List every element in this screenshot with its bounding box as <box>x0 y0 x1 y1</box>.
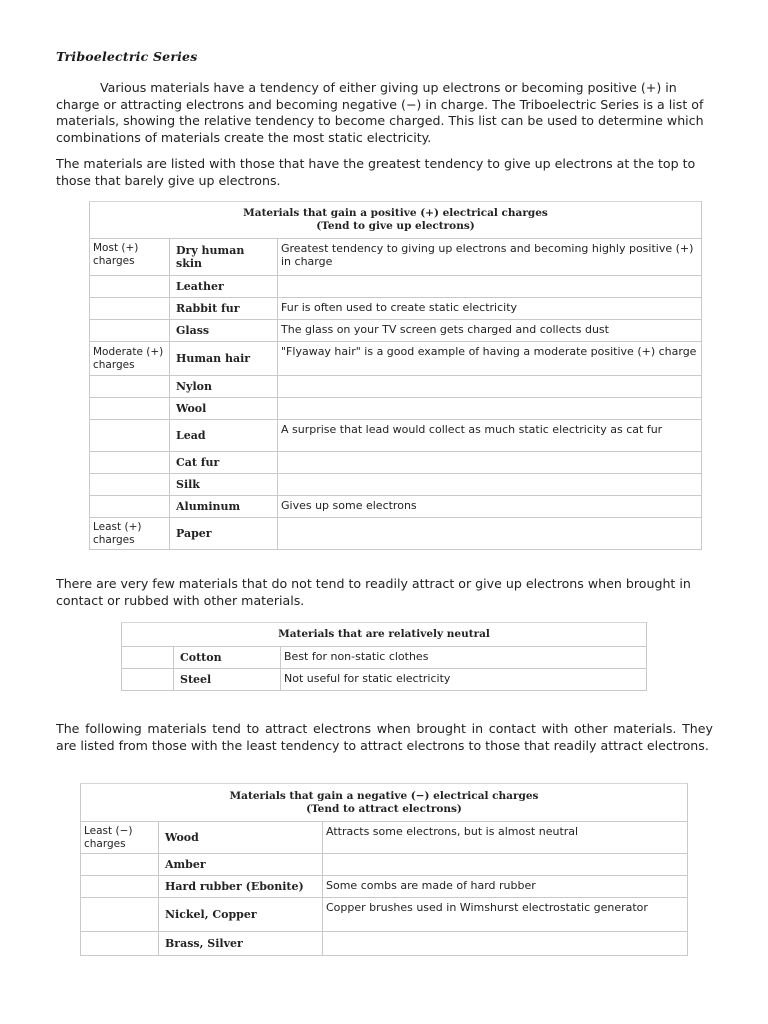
header-line-1: Materials that gain a negative (−) electrical charges <box>229 789 539 802</box>
negative-intro-paragraph: The following materials tend to attract electrons when brought in contact with other materials. They are listed from those with the least tendency to attract electrons to those that readily attract electrons. <box>56 721 713 753</box>
charge-group-label: Least (+) charges <box>90 518 170 550</box>
material-name: Aluminum <box>170 496 278 518</box>
charge-group-label <box>90 376 170 398</box>
document-title: Triboelectric Series <box>56 49 198 64</box>
material-name: Wool <box>170 398 278 420</box>
material-name: Nickel, Copper <box>159 898 323 932</box>
table-row <box>81 898 688 932</box>
material-name: Human hair <box>170 342 278 376</box>
table-header: Materials that are relatively neutral <box>122 623 647 647</box>
header-line-2: (Tend to attract electrons) <box>306 802 462 815</box>
material-name: Amber <box>159 854 323 876</box>
material-note: Best for non-static clothes <box>281 647 647 669</box>
material-note <box>278 276 702 298</box>
material-note <box>323 932 688 956</box>
table-header <box>81 784 688 822</box>
material-note: Some combs are made of hard rubber <box>323 876 688 898</box>
material-name: Steel <box>174 669 281 691</box>
material-name: Leather <box>170 276 278 298</box>
charge-group-label <box>81 898 159 932</box>
charge-group-label <box>90 496 170 518</box>
charge-group-label: Moderate (+) charges <box>90 342 170 376</box>
charge-group-label <box>90 474 170 496</box>
table-row <box>81 932 688 956</box>
material-name: Wood <box>159 822 323 854</box>
material-note <box>323 854 688 876</box>
material-name: Hard rubber (Ebonite) <box>159 876 323 898</box>
material-note: Copper brushes used in Wimshurst electrostatic generator <box>323 898 688 932</box>
empty-cell <box>122 669 174 691</box>
material-note: "Flyaway hair" is a good example of having a moderate positive (+) charge <box>278 342 702 376</box>
table-row <box>90 298 702 320</box>
charge-group-label <box>81 932 159 956</box>
empty-cell <box>122 647 174 669</box>
negative-charge-table <box>80 783 688 956</box>
material-name: Paper <box>170 518 278 550</box>
material-name: Glass <box>170 320 278 342</box>
table-row <box>90 276 702 298</box>
material-name: Cat fur <box>170 452 278 474</box>
table-row <box>90 320 702 342</box>
material-note <box>278 518 702 550</box>
material-note <box>278 398 702 420</box>
ordering-paragraph: The materials are listed with those that have the greatest tendency to give up electrons at the top to those that barely give up electrons. <box>56 156 696 188</box>
charge-group-label <box>81 854 159 876</box>
charge-group-label <box>90 276 170 298</box>
table-header <box>90 202 702 239</box>
table-row <box>122 669 647 691</box>
material-note: The glass on your TV screen gets charged and collects dust <box>278 320 702 342</box>
charge-group-label <box>81 876 159 898</box>
material-name: Silk <box>170 474 278 496</box>
material-name: Lead <box>170 420 278 452</box>
table-row <box>90 496 702 518</box>
table-row <box>90 474 702 496</box>
table-row <box>122 647 647 669</box>
charge-group-label: Most (+) charges <box>90 239 170 276</box>
positive-charge-table <box>89 201 702 550</box>
table-header-row <box>81 784 688 822</box>
material-name: Brass, Silver <box>159 932 323 956</box>
charge-group-label <box>90 420 170 452</box>
table-row <box>81 876 688 898</box>
table-header-row <box>90 202 702 239</box>
charge-group-label <box>90 298 170 320</box>
charge-group-label <box>90 452 170 474</box>
material-note: Fur is often used to create static electricity <box>278 298 702 320</box>
material-note: Attracts some electrons, but is almost neutral <box>323 822 688 854</box>
intro-paragraph: Various materials have a tendency of either giving up electrons or becoming positive (+) in charge or attracting electrons and becoming negative (−) in charge. The Triboelectric Series is a list of materials, showing the relative tendency to become charged. This list can be used to determine which combinations of materials create the most static electricity. <box>56 80 704 145</box>
material-note: Gives up some electrons <box>278 496 702 518</box>
material-note <box>278 474 702 496</box>
material-note <box>278 376 702 398</box>
material-note: A surprise that lead would collect as much static electricity as cat fur <box>278 420 702 452</box>
material-note: Greatest tendency to giving up electrons and becoming highly positive (+) in charge <box>278 239 702 276</box>
table-row <box>90 452 702 474</box>
header-line-1: Materials that gain a positive (+) electrical charges <box>243 207 548 219</box>
charge-group-label: Least (−) charges <box>81 822 159 854</box>
table-row <box>90 420 702 452</box>
table-row <box>81 822 688 854</box>
material-name: Nylon <box>170 376 278 398</box>
material-note <box>278 452 702 474</box>
header-line-2: (Tend to give up electrons) <box>316 220 475 232</box>
charge-group-label <box>90 398 170 420</box>
table-row <box>90 398 702 420</box>
material-note: Not useful for static electricity <box>281 669 647 691</box>
neutral-table <box>121 622 647 691</box>
table-row <box>81 854 688 876</box>
material-name: Cotton <box>174 647 281 669</box>
table-row <box>90 342 702 376</box>
table-row <box>90 518 702 550</box>
charge-group-label <box>90 320 170 342</box>
neutral-intro-paragraph: There are very few materials that do not tend to readily attract or give up electrons when brought in contact or rubbed with other materials. <box>56 576 691 608</box>
table-row <box>90 376 702 398</box>
material-name: Rabbit fur <box>170 298 278 320</box>
table-header-row <box>122 623 647 647</box>
material-name: Dry human skin <box>170 239 278 276</box>
table-row <box>90 239 702 276</box>
